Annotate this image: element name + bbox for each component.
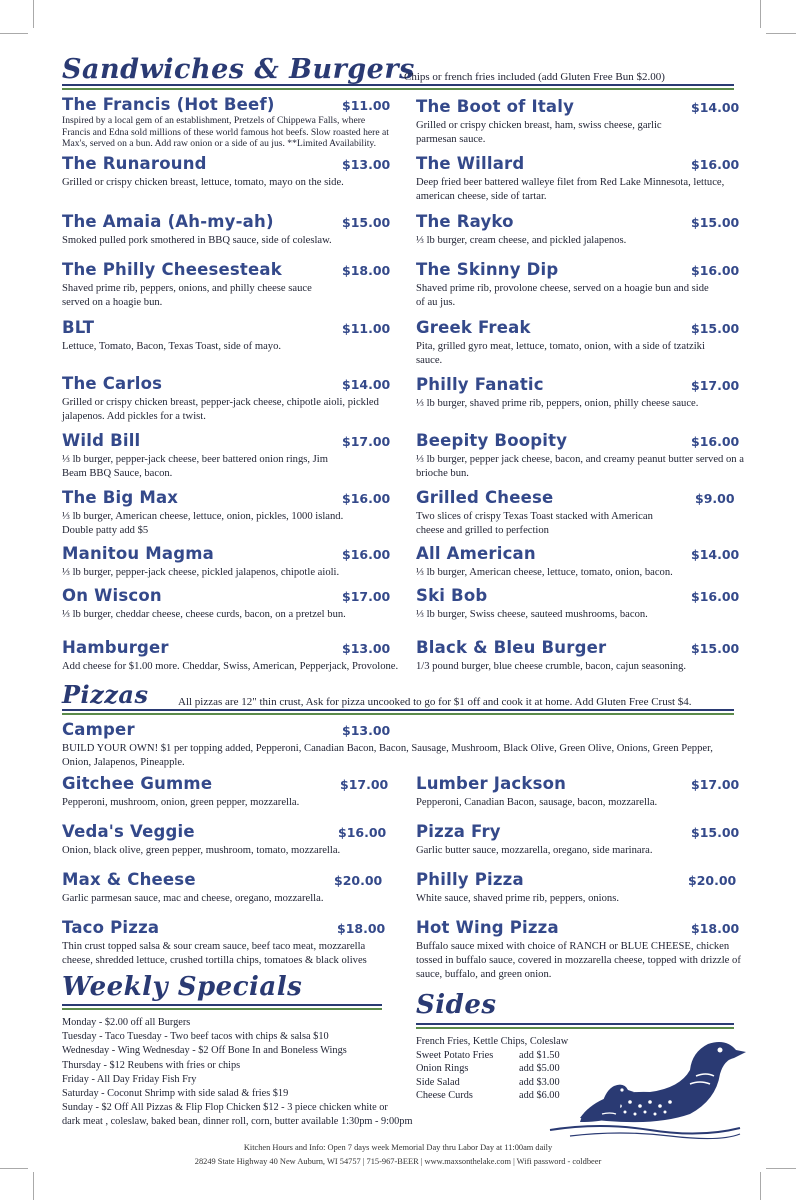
item-price: $15.00	[691, 215, 740, 230]
side-name: Sweet Potato Fries	[416, 1049, 494, 1061]
item-name: Lumber Jackson	[416, 774, 567, 793]
item-price: $15.00	[691, 825, 740, 840]
item-price: $16.00	[342, 547, 391, 562]
crop-mark	[0, 33, 28, 34]
item-description: Onion, black olive, green pepper, mushroom, tomato, mozzarella.	[62, 845, 341, 856]
side-price: add $5.00	[519, 1063, 560, 1075]
item-description: Inspired by a local gem of an establishment, Pretzels of Chippewa Falls, where Francis and Edna sold millions of these world famous hot beefs. Slow roasted here at Max's, served on a bun. Add raw onion or a side of au jus. **Limited Availability.	[62, 115, 389, 149]
item-description: ⅓ lb burger, Swiss cheese, sauteed mushrooms, bacon.	[416, 609, 648, 620]
item-description: Two slices of crispy Texas Toast stacked with American cheese and grilled to perfection	[416, 511, 653, 536]
item-description: Garlic butter sauce, mozzarella, oregano, side marinara.	[416, 845, 653, 856]
crop-mark	[760, 0, 761, 28]
divider	[62, 713, 734, 715]
item-description: Grilled or crispy chicken breast, ham, swiss cheese, garlic parmesan sauce.	[416, 120, 662, 145]
item-price: $16.00	[342, 491, 391, 506]
footer-hours: Kitchen Hours and Info: Open 7 days week Memorial Day thru Labor Day at 11:00am daily	[243, 1143, 553, 1152]
item-price: $16.00	[691, 434, 740, 449]
item-name: Grilled Cheese	[416, 488, 554, 507]
item-price: $20.00	[334, 873, 383, 888]
item-name: Veda's Veggie	[62, 822, 195, 841]
special-saturday: Saturday - Coconut Shrimp with side salad & fries $19	[62, 1088, 289, 1100]
item-name: The Skinny Dip	[416, 260, 559, 279]
item-description: ⅓ lb burger, cheddar cheese, cheese curds, bacon, on a pretzel bun.	[62, 609, 346, 620]
side-price: add $6.00	[519, 1090, 560, 1102]
crop-mark	[766, 1168, 796, 1169]
item-name: Taco Pizza	[62, 918, 160, 937]
item-description: Deep fried beer battered walleye filet from Red Lake Minnesota, lettuce, american cheese, side of tartar.	[416, 177, 725, 202]
side-price: add $3.00	[519, 1076, 560, 1088]
item-name: Hamburger	[62, 638, 169, 657]
item-price: $13.00	[342, 723, 391, 738]
item-price: $11.00	[342, 321, 391, 336]
side-name: Cheese Curds	[416, 1090, 473, 1102]
side-price: add $1.50	[519, 1049, 560, 1061]
item-description: Add cheese for $1.00 more. Cheddar, Swiss, American, Pepperjack, Provolone.	[62, 661, 399, 672]
item-name: Hot Wing Pizza	[416, 918, 559, 937]
item-description: Garlic parmesan sauce, mac and cheese, oregano, mozzarella.	[62, 893, 324, 904]
item-price: $18.00	[337, 921, 386, 936]
item-description: ⅓ lb burger, American cheese, lettuce, onion, pickles, 1000 island. Double patty add $5	[62, 511, 344, 536]
item-name: Philly Pizza	[416, 870, 524, 889]
crop-mark	[766, 33, 796, 34]
item-description: Grilled or crispy chicken breast, lettuce, tomato, mayo on the side.	[62, 177, 344, 188]
item-price: $14.00	[342, 377, 391, 392]
item-price: $15.00	[342, 215, 391, 230]
item-description: Pepperoni, mushroom, onion, green pepper, mozzarella.	[62, 797, 300, 808]
item-name: Black & Bleu Burger	[416, 638, 607, 657]
item-price: $17.00	[340, 777, 389, 792]
item-name: Beepity Boopity	[416, 431, 568, 450]
pizzas-note: All pizzas are 12" thin crust, Ask for pizza uncooked to go for $1 off and cook it at home. Add Gluten Free Crust $4.	[178, 696, 692, 708]
item-description: Thin crust topped salsa & sour cream sauce, beef taco meat, mozzarella cheese, shredded lettuce, crushed tortilla chips, tomatoes & black olives	[62, 941, 367, 966]
item-price: $16.00	[338, 825, 387, 840]
item-price: $16.00	[691, 157, 740, 172]
item-name: Gitchee Gumme	[62, 774, 213, 793]
item-name: BLT	[62, 318, 95, 337]
item-price: $17.00	[342, 589, 391, 604]
pizzas-title: Pizzas	[62, 680, 149, 709]
item-name: Camper	[62, 720, 135, 739]
item-description: Pita, grilled gyro meat, lettuce, tomato, onion, with a side of tzatziki sauce.	[416, 341, 705, 366]
item-price: $16.00	[691, 589, 740, 604]
item-name: Pizza Fry	[416, 822, 501, 841]
item-name: Philly Fanatic	[416, 375, 544, 394]
item-price: $13.00	[342, 641, 391, 656]
item-name: The Carlos	[62, 374, 163, 393]
item-price: $11.00	[342, 98, 391, 113]
item-name: The Amaia (Ah-my-ah)	[62, 212, 274, 231]
item-description: ⅓ lb burger, American cheese, lettuce, tomato, onion, bacon.	[416, 567, 673, 578]
loon-illustration	[540, 1030, 750, 1140]
crop-mark	[760, 1172, 761, 1200]
item-price: $17.00	[691, 777, 740, 792]
item-name: The Runaround	[62, 154, 207, 173]
item-price: $18.00	[342, 263, 391, 278]
item-name: The Rayko	[416, 212, 514, 231]
divider	[62, 709, 734, 711]
item-price: $17.00	[691, 378, 740, 393]
item-description: Shaved prime rib, provolone cheese, served on a hoagie bun and side of au jus.	[416, 283, 709, 308]
item-name: Max & Cheese	[62, 870, 196, 889]
item-description: ⅓ lb burger, pepper-jack cheese, pickled jalapenos, chipotle aioli.	[62, 567, 340, 578]
item-description: 1/3 pound burger, blue cheese crumble, bacon, cajun seasoning.	[416, 661, 687, 672]
item-name: On Wiscon	[62, 586, 162, 605]
item-price: $13.00	[342, 157, 391, 172]
special-friday: Friday - All Day Friday Fish Fry	[62, 1073, 197, 1085]
footer-contact: 28249 State Highway 40 New Auburn, WI 54757 | 715-967-BEER | www.maxsonthelake.com | Wifi password - coldbeer	[194, 1157, 602, 1166]
item-description: Smoked pulled pork smothered in BBQ sauce, side of coleslaw.	[62, 235, 332, 246]
divider	[416, 1023, 734, 1025]
special-thursday: Thursday - $12 Reubens with fries or chips	[62, 1059, 241, 1071]
item-description: Grilled or crispy chicken breast, pepper-jack cheese, chipotle aioli, pickled jalapenos. Add pickles for a twist.	[62, 397, 379, 422]
item-price: $14.00	[691, 547, 740, 562]
item-description: ⅓ lb burger, pepper jack cheese, bacon, and creamy peanut butter served on a brioche bun.	[416, 454, 744, 479]
side-name: Onion Rings	[416, 1063, 469, 1075]
item-description: Buffalo sauce mixed with choice of RANCH or BLUE CHEESE, chicken tossed in buffalo sauce, covered in mozzarella cheese, topped with drizzle of sauce, buffalo, and green onion.	[416, 941, 741, 980]
special-sunday-cont: dark meat , coleslaw, baked bean, dinner roll, corn, butter available 1:30pm - 9:00pm	[62, 1116, 413, 1128]
item-name: The Willard	[416, 154, 525, 173]
item-name: All American	[416, 544, 536, 563]
divider	[62, 1008, 382, 1010]
item-name: Ski Bob	[416, 586, 488, 605]
item-name: The Boot of Italy	[416, 97, 575, 116]
crop-mark	[0, 1168, 28, 1169]
crop-mark	[33, 1172, 34, 1200]
side-name: Side Salad	[416, 1076, 460, 1088]
weekly-specials-title: Weekly Specials	[62, 972, 303, 1002]
item-price: $16.00	[691, 263, 740, 278]
item-price: $9.00	[695, 491, 735, 506]
item-price: $18.00	[691, 921, 740, 936]
item-description: Shaved prime rib, peppers, onions, and philly cheese sauce served on a hoagie bun.	[62, 283, 312, 308]
item-name: Greek Freak	[416, 318, 531, 337]
item-name: The Philly Cheesesteak	[62, 260, 282, 279]
item-name: The Big Max	[62, 488, 179, 507]
divider	[62, 1004, 382, 1006]
item-description: Pepperoni, Canadian Bacon, sausage, bacon, mozzarella.	[416, 797, 658, 808]
item-description: ⅓ lb burger, shaved prime rib, peppers, onion, philly cheese sauce.	[416, 398, 699, 409]
sides-title: Sides	[416, 990, 497, 1020]
sandwiches-note: Chips or french fries included (add Gluten Free Bun $2.00)	[404, 71, 665, 83]
item-description: BUILD YOUR OWN! $1 per topping added, Pepperoni, Canadian Bacon, Bacon, Sausage, Mushroom, Black Olive, Green Olive, Onions, Green Pepper, Onion, Jalapenos, Pineapple.	[62, 743, 713, 768]
item-description: Lettuce, Tomato, Bacon, Texas Toast, side of mayo.	[62, 341, 282, 352]
divider	[62, 88, 734, 90]
item-price: $14.00	[691, 100, 740, 115]
special-wednesday: Wednesday - Wing Wednesday - $2 Off Bone In and Boneless Wings	[62, 1045, 347, 1057]
special-tuesday: Tuesday - Taco Tuesday - Two beef tacos with chips & salsa $10	[62, 1031, 329, 1043]
item-price: $15.00	[691, 641, 740, 656]
item-price: $15.00	[691, 321, 740, 336]
special-monday: Monday - $2.00 off all Burgers	[62, 1017, 191, 1028]
item-name: Manitou Magma	[62, 544, 214, 563]
divider	[62, 84, 734, 86]
item-name: Wild Bill	[62, 431, 141, 450]
item-name: The Francis (Hot Beef)	[62, 95, 275, 114]
sandwiches-title: Sandwiches & Burgers	[62, 54, 415, 85]
divider	[416, 1027, 734, 1029]
special-sunday: Sunday - $2 Off All Pizzas & Flip Flop Chicken $12 - 3 piece chicken white or	[62, 1102, 388, 1114]
weekly-specials-list	[62, 1016, 413, 1130]
item-description: ⅓ lb burger, pepper-jack cheese, beer battered onion rings, Jim Beam BBQ Sauce, bacon.	[62, 454, 328, 479]
item-price: $17.00	[342, 434, 391, 449]
item-description: ⅓ lb burger, cream cheese, and pickled jalapenos.	[416, 235, 627, 246]
crop-mark	[33, 0, 34, 28]
item-description: White sauce, shaved prime rib, peppers, onions.	[416, 893, 619, 904]
sides-included: French Fries, Kettle Chips, Coleslaw	[416, 1036, 569, 1047]
item-price: $20.00	[688, 873, 737, 888]
